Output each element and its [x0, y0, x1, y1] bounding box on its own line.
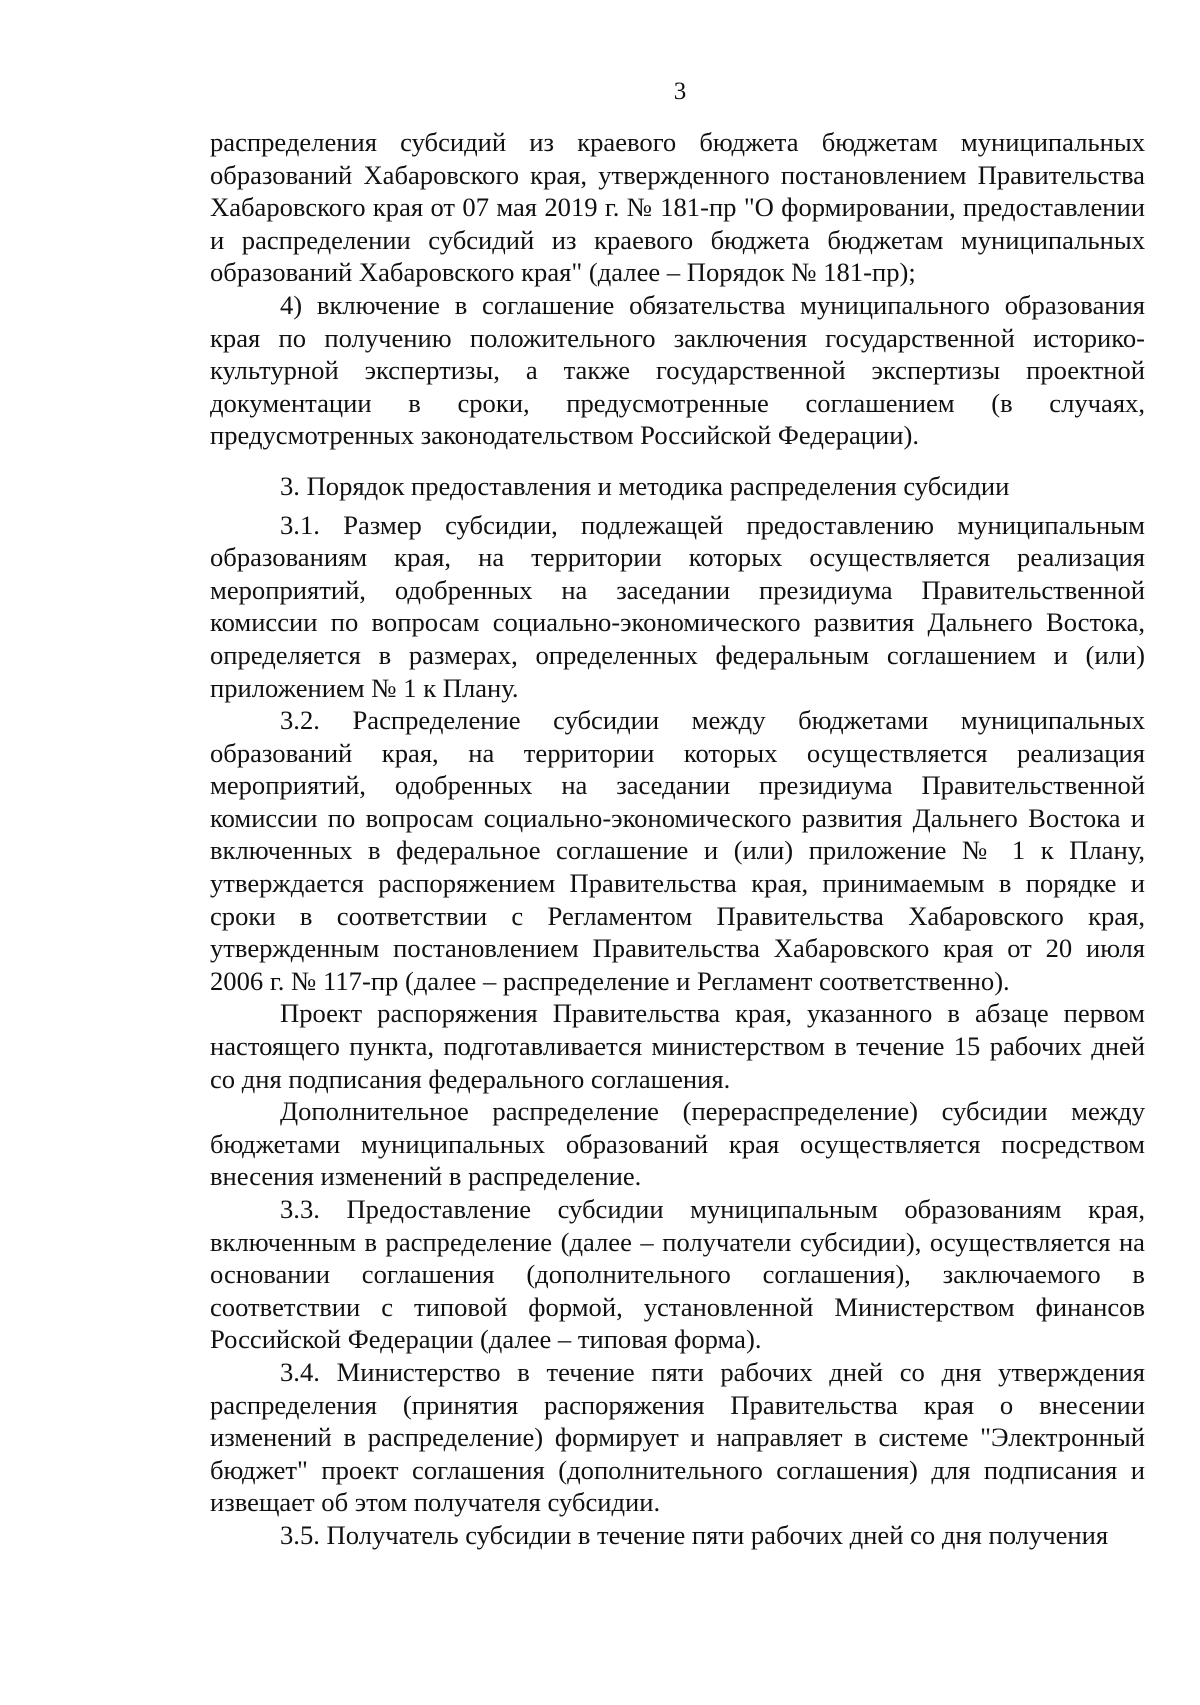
paragraph-3-2-redistribution: Дополнительное распределение (перераспределение) субсидии между бюджетами муниципальных образований края осуществляется посредством внесения изменений в распределение. [210, 1096, 1145, 1192]
paragraph-porjadok-continuation: распределения субсидий из краевого бюджета бюджетам муниципальных образований Хабаровского края, утвержденного постановлением Правительства Хабаровского края от 07 мая 2019 г. № 181-пр "О формировании, предоставлении и распределении субсидий из краевого бюджета бюджетам муниципальных образований Хабаровского края" (далее – Порядок № 181-пр); [210, 127, 1145, 288]
paragraph-3-5: 3.5. Получатель субсидии в течение пяти рабочих дней со дня получения [280, 1519, 1109, 1550]
paragraph-3-3: 3.3. Предоставление субсидии муниципальным образованиям края, включенным в распределение (далее – получатели субсидии), осуществляется на основании соглашения (дополнительного соглашения), заключаемого в соответствии с типовой формой, установленной Министерством финансов Российской Федерации (далее – типовая форма). [210, 1194, 1145, 1355]
paragraph-3-2: 3.2. Распределение субсидии между бюджетами муниципальных образований края, на территории которых осуществляется реализация мероприятий, одобренных на заседании президиума Правительственной комиссии по вопросам социально-экономического развития Дальнего Востока и включенных в федеральное соглашение и (или) приложение № 1 к Плану, утверждается распоряжением Правительства края, принимаемым в порядке и сроки в соответствии с Регламентом Правительства Хабаровского края, утвержденным постановлением Правительства Хабаровского края от 20 июля 2006 г. № 117-пр (далее – распределение и Регламент соответственно). [210, 705, 1145, 996]
document-body [210, 126, 1145, 1552]
section-heading-3: 3. Порядок предоставления и методика распределения субсидии [280, 470, 1010, 501]
paragraph-3-2-draft: Проект распоряжения Правительства края, указанного в абзаце первом настоящего пункта, подготавливается министерством в течение 15 рабочих дней со дня подписания федерального соглашения. [210, 998, 1145, 1094]
page-number: 3 [673, 78, 687, 105]
paragraph-3-4: 3.4. Министерство в течение пяти рабочих дней со дня утверждения распределения (принятия распоряжения Правительства края о внесении изменений в распределение) формирует и направляет в системе "Электронный бюджет" проект соглашения (дополнительного соглашения) для подписания и извещает об этом получателя субсидии. [210, 1356, 1145, 1518]
paragraph-3-1: 3.1. Размер субсидии, подлежащей предоставлению муниципальным образованиям края, на территории которых осуществляется реализация мероприятий, одобренных на заседании президиума Правительственной комиссии по вопросам социально-экономического развития Дальнего Востока, определяется в размерах, определенных федеральным соглашением и (или) приложением № 1 к Плану. [210, 509, 1145, 703]
paragraph-item-4: 4) включение в соглашение обязательства муниципального образования края по получению положительного заключения государственной историко-культурной экспертизы, а также государственной экспертизы проектной документации в сроки, предусмотренные соглашением (в случаях, предусмотренных законодательством Российской Федерации). [210, 289, 1145, 451]
